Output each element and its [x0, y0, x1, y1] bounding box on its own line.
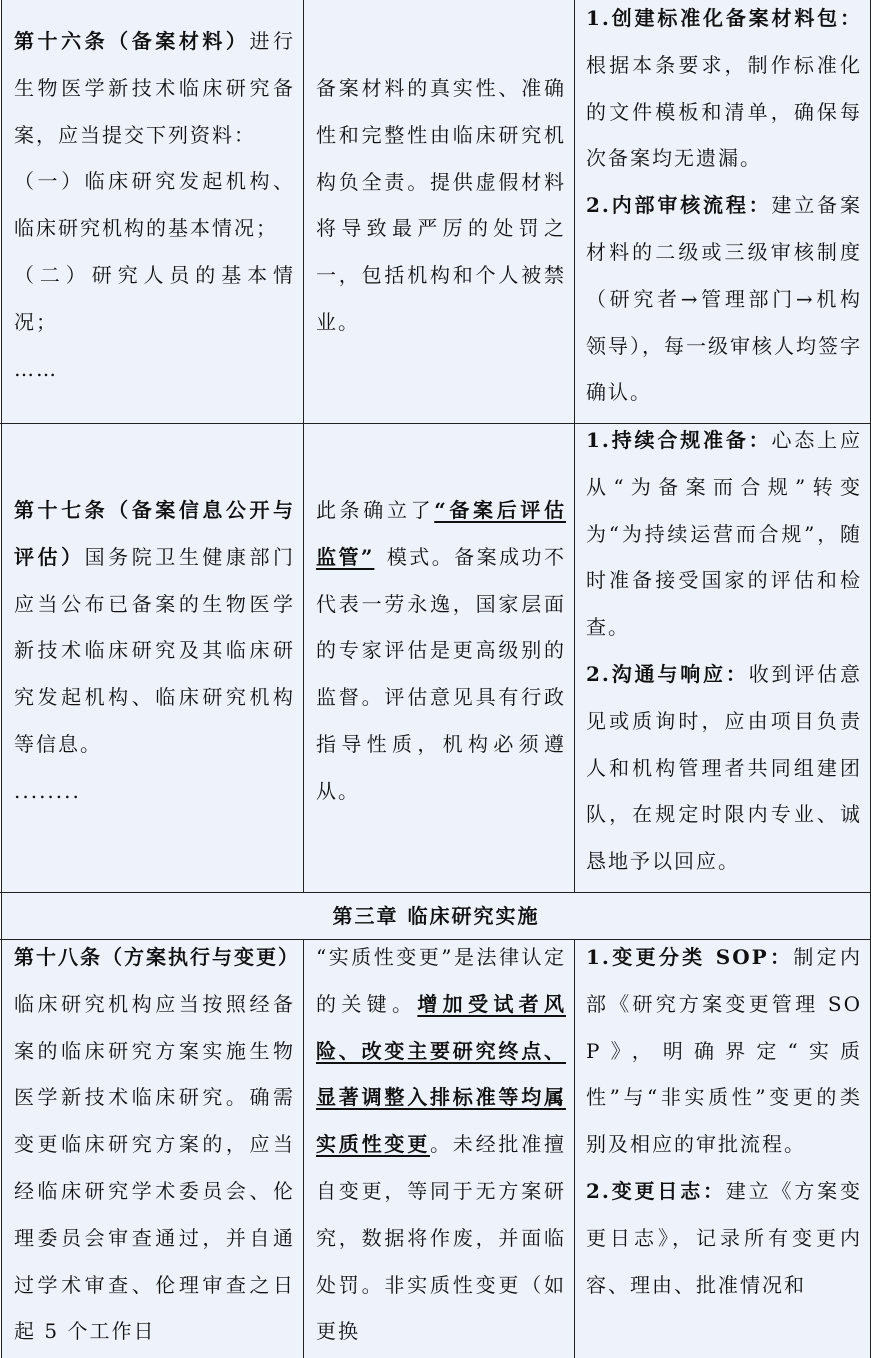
table-row — [0, 940, 871, 1358]
advice-cell — [575, 940, 871, 1358]
article-cell — [1, 0, 304, 424]
advice-title: 1.变更分类 SOP： — [586, 945, 794, 969]
advice-title: 2.变更日志： — [586, 1178, 726, 1203]
chapter-heading: 第三章 临床研究实施 — [1, 893, 871, 940]
table-row — [0, 0, 871, 424]
advice-title: 1.持续合规准备： — [586, 428, 772, 452]
advice-text: 1.持续合规准备：心态上应从“为备案而合规”转变为“为持续运营而合规”，随时准备接受国家的评估和检查。 2.沟通与响应：收到评估意见或质询时，应由项目负责人和机构管理者共同组建团队，在规定时限内专业、诚恳地予以回应。 — [586, 428, 862, 874]
advice-text: 1.变更分类 SOP：制定内部《研究方案变更管理 SOP》，明确界定“实质性”与“非实质性”变更的类别及相应的审批流程。 2.变更日志：建立《方案变更日志》，记录所有变更内容、理由、批准情况和 — [586, 945, 863, 1297]
interpretation-text: 此条确立了“备案后评估监管” 模式。备案成功不代表一劳永逸，国家层面的专家评估是更高级别的监督。评估意见具有行政指导性质，机构必须遵从。 — [316, 498, 566, 803]
article-text: 第十八条（方案执行与变更）临床研究机构应当按照经备案的临床研究方案实施生物医学新技术临床研究。确需变更临床研究方案的，应当经临床研究学术委员会、伦理委员会审查通过，并自通过学术审查、伦理审查之日起 5 个工作日 — [14, 945, 300, 1344]
emphasis-underlined: 增加受试者风险、改变主要研究终点、显著调整入排标准等均属实质性变更 — [316, 991, 567, 1157]
advice-text: 1.创建标准化备案材料包：根据本条要求，制作标准化的文件模板和清单，确保每次备案均无遗漏。 2.内部审核流程：建立备案材料的二级或三级审核制度（研究者→管理部门→机构领导），每一级审核人均签字确认。 — [586, 6, 862, 405]
ellipsis: …… — [14, 356, 58, 381]
article-text: 第十七条（备案信息公开与评估）国务院卫生健康部门应当公布已备案的生物医学新技术临床研究及其临床研究发起机构、临床研究机构等信息。 ........ — [14, 498, 296, 803]
advice-cell — [575, 424, 871, 893]
article-cell — [1, 424, 304, 893]
advice-title: 2.内部审核流程： — [586, 193, 772, 218]
interpretation-cell — [304, 424, 575, 893]
interpretation-cell — [304, 0, 575, 424]
advice-title: 2.沟通与响应： — [586, 661, 749, 686]
chapter-row — [0, 893, 871, 940]
article-item: （一）临床研究发起机构、临床研究机构的基本情况； — [14, 169, 295, 241]
emphasis-underlined: “备案后评估监管” — [316, 498, 566, 569]
interpretation-cell — [304, 940, 575, 1358]
ellipsis: ........ — [14, 778, 81, 803]
article-item: （二）研究人员的基本情况； — [14, 262, 295, 334]
advice-cell — [575, 0, 871, 424]
table-row — [0, 424, 871, 893]
interpretation-text: 备案材料的真实性、准确性和完整性由临床研究机构负全责。提供虚假材料将导致最严厉的处罚之一，包括机构和个人被禁业。 — [316, 76, 566, 334]
article-cell — [1, 940, 304, 1358]
interpretation-text: “实质性变更”是法律认定的关键。增加受试者风险、改变主要研究终点、显著调整入排标准等均属实质性变更。未经批准擅自变更，等同于无方案研究，数据将作废，并面临处罚。非实质性变更（如更换 — [316, 945, 567, 1344]
advice-title: 1.创建标准化备案材料包： — [586, 6, 862, 30]
article-text: 第十六条（备案材料）进行生物医学新技术临床研究备案，应当提交下列资料： （一）临床研究发起机构、临床研究机构的基本情况； （二）研究人员的基本情况； …… — [14, 29, 296, 381]
